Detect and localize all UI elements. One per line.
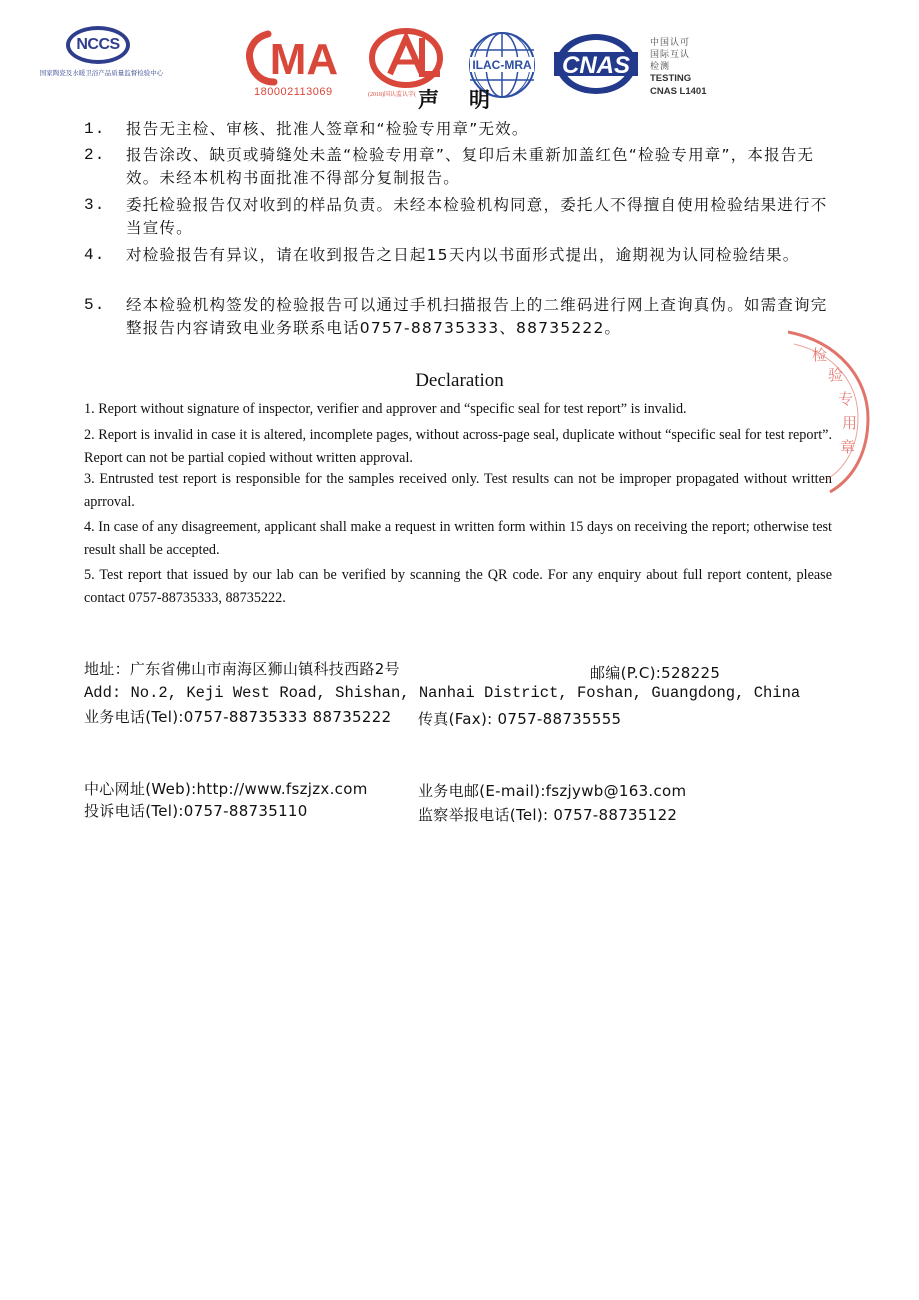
cma-logo-mark bbox=[246, 28, 350, 86]
cnas-side-cn-3: 检测 bbox=[650, 61, 671, 71]
declaration-en-item-1: 1. Report without signature of inspector, verifier and approver and “specific seal for test report” is invalid. bbox=[84, 401, 687, 417]
ncss-logo-mark: NCCS bbox=[66, 26, 130, 64]
statement-cn-item-2 bbox=[84, 144, 844, 190]
cma-logo-letters: MA bbox=[269, 35, 339, 84]
statement-cn-text: 经本检验机构签发的检验报告可以通过手机扫描报告上的二维码进行网上查询真伪。如需查询完整报告内容请致电业务联系电话0757-88735333、88735222。 bbox=[126, 296, 828, 337]
inspection-seal-stamp bbox=[770, 320, 880, 510]
cnas-logo-text: CNAS bbox=[561, 52, 631, 79]
declaration-en-item-5: 5. Test report that issued by our lab can be verified by scanning the QR code. For any enquiry about full report content, please contact 0757-88735333, 88735222. bbox=[84, 567, 832, 606]
business-tel: 业务电话(Tel):0757-88735333 88735222 bbox=[84, 708, 392, 726]
business-email: 业务电邮(E-mail):fszjywb@163.com bbox=[418, 782, 687, 800]
declaration-title-en: Declaration bbox=[415, 370, 504, 391]
cnas-logo bbox=[554, 32, 638, 96]
statement-cn-text: 报告无主检、审核、批准人签章和“检验专用章”无效。 bbox=[126, 120, 529, 138]
cnas-side-en-2: CNAS L1401 bbox=[650, 86, 707, 97]
fax: 传真(Fax): 0757-88735555 bbox=[418, 710, 622, 728]
ncss-logo-caption: 国家陶瓷及水暖卫浴产品质量监督检验中心 bbox=[39, 70, 164, 77]
ncss-logo bbox=[34, 26, 169, 82]
postcode: 邮编(P.C):528225 bbox=[590, 664, 721, 682]
cma-logo bbox=[246, 28, 350, 102]
cnas-side-en-1: TESTING bbox=[650, 73, 692, 84]
supervision-tel: 监察举报电话(Tel): 0757-88735122 bbox=[418, 806, 678, 824]
complaint-tel: 投诉电话(Tel):0757-88735110 bbox=[84, 802, 308, 820]
cal-note: (2018)国认监认字( bbox=[368, 92, 416, 98]
statement-cn-num: 4. bbox=[84, 246, 106, 264]
statement-title-cn: 声明 bbox=[418, 88, 520, 112]
cma-number: 180002113069 bbox=[254, 86, 333, 98]
ilac-mra-text: ILAC-MRA bbox=[472, 58, 532, 72]
declaration-en-item-4: 4. In case of any disagreement, applicant shall make a request in written form within 15 days on receiving the report; otherwise test result shall be accepted. bbox=[84, 519, 832, 558]
declaration-en-item-3: 3. Entrusted test report is responsible for the samples received only. Test results can not be improper propagated without written aprroval. bbox=[84, 471, 832, 510]
svg-text:检 验 专 用: 检 验 专 用 章 bbox=[812, 346, 858, 456]
statement-cn-item-3 bbox=[84, 194, 844, 240]
statement-cn-num: 2. bbox=[84, 146, 106, 164]
statement-cn-item-5 bbox=[84, 294, 844, 340]
statement-cn-text: 报告涂改、缺页或骑缝处未盖“检验专用章”、复印后未重新加盖红色“检验专用章”，本报告无效。未经本机构书面批准不得部分复制报告。 bbox=[126, 146, 815, 187]
statement-cn-item-4 bbox=[84, 244, 844, 267]
website: 中心网址(Web):http://www.fszjzx.com bbox=[84, 780, 368, 798]
seal-stamp-icon bbox=[770, 320, 880, 510]
statement-cn-item-1 bbox=[84, 118, 844, 141]
statement-cn-num: 5. bbox=[84, 296, 106, 314]
cnas-side-text bbox=[650, 36, 730, 98]
cnas-side-cn-2: 国际互认 bbox=[650, 49, 691, 59]
statement-cn-text: 对检验报告有异议，请在收到报告之日起15天内以书面形式提出，逾期视为认同检验结果。 bbox=[126, 246, 800, 264]
declaration-en-item-2: 2. Report is invalid in case it is altered, incomplete pages, without across-page seal, duplicate without “specific seal for test report”. Report can not be partial copied without written approval. bbox=[84, 427, 832, 466]
address-cn: 地址：广东省佛山市南海区狮山镇科技西路2号 bbox=[84, 660, 400, 678]
statement-cn-text: 委托检验报告仅对收到的样品负责。未经本检验机构同意，委托人不得擅自使用检验结果进行不当宣传。 bbox=[126, 196, 828, 237]
cal-logo-mark bbox=[366, 26, 454, 88]
statement-cn-num: 1. bbox=[84, 120, 106, 138]
address-en: Add: No.2, Keji West Road, Shishan, Nanhai District, Foshan, Guangdong, China bbox=[84, 684, 801, 702]
cnas-logo-mark bbox=[554, 32, 638, 96]
cnas-side-cn-1: 中国认可 bbox=[650, 37, 691, 47]
statement-cn-num: 3. bbox=[84, 196, 106, 214]
